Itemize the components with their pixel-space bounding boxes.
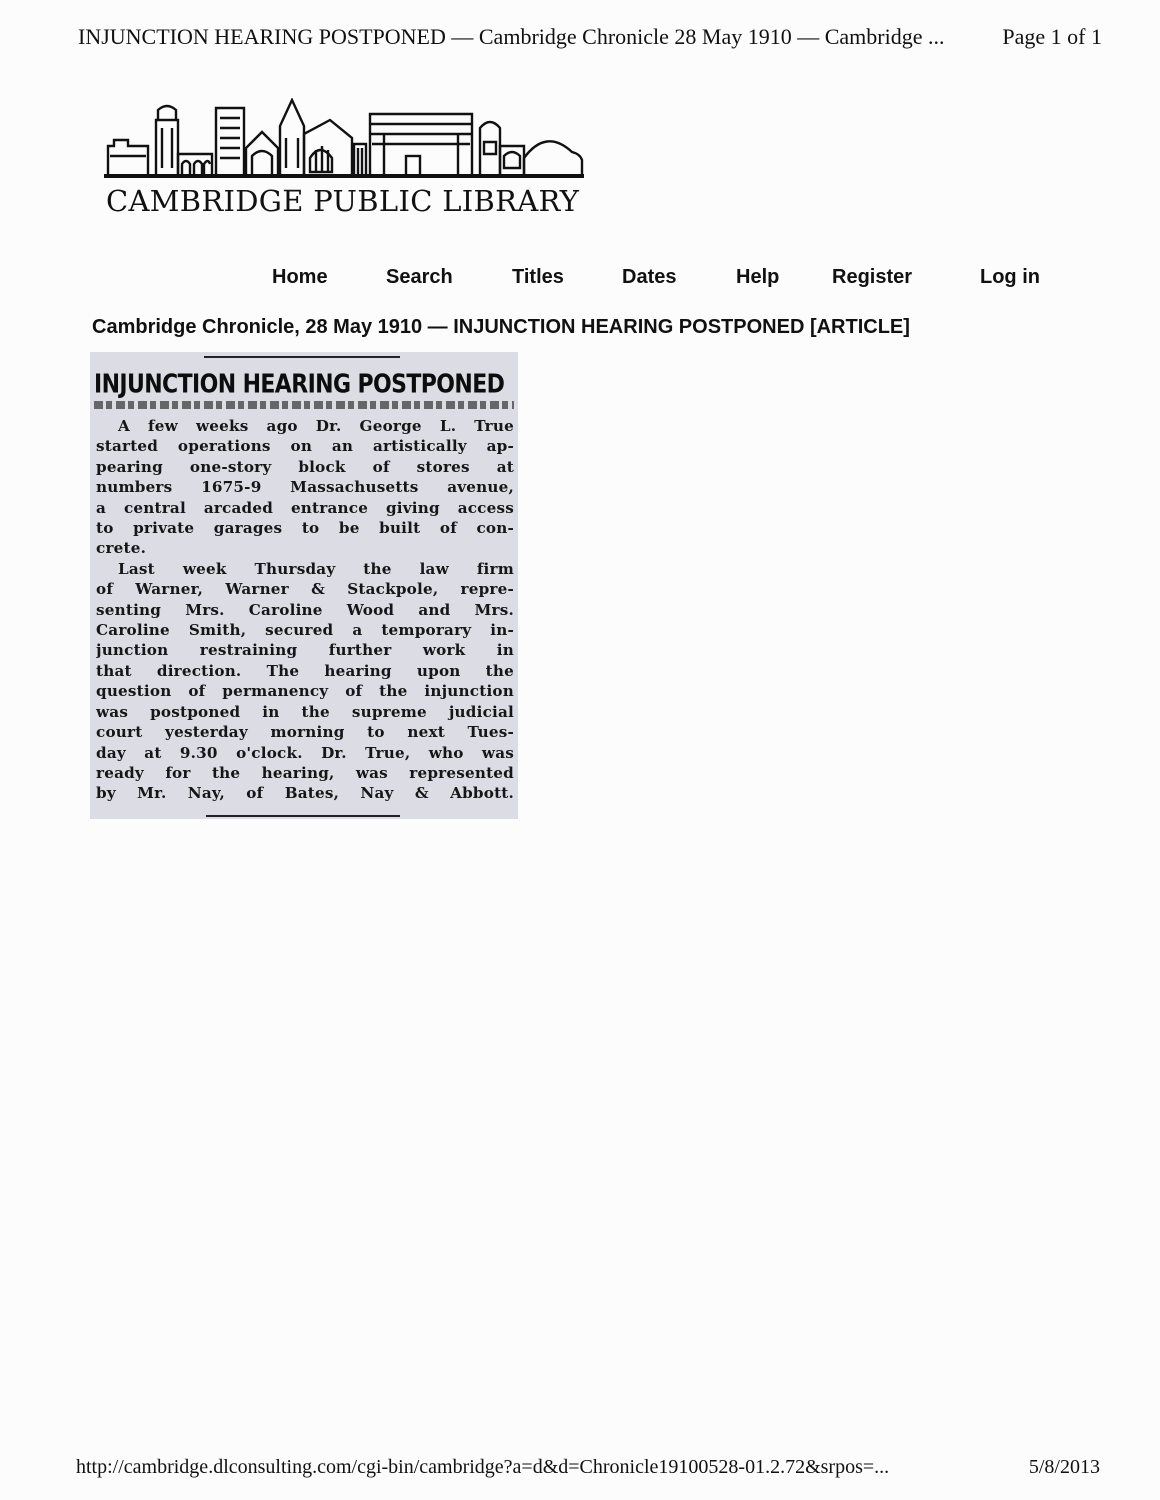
print-header-title: INJUNCTION HEARING POSTPONED — Cambridge Chronicle 28 May 1910 — Cambridge ... xyxy=(78,24,945,49)
article-line: day at 9.30 o'clock. Dr. True, who was xyxy=(96,743,514,762)
nav-help[interactable]: Help xyxy=(736,266,780,288)
headline-bleed-through xyxy=(94,401,514,409)
article-line: Last week Thursday the law firm xyxy=(118,559,514,578)
article-line: of Warner, Warner & Stackpole, repre- xyxy=(96,580,514,599)
article-line: question of permanency of the injunction xyxy=(96,682,514,701)
article-clipping[interactable] xyxy=(90,352,518,819)
article-line: numbers 1675-9 Massachusetts avenue, xyxy=(96,478,514,497)
print-footer xyxy=(76,1456,1100,1486)
article-line: junction restraining further work in xyxy=(96,641,514,660)
clipping-bottom-rule xyxy=(206,815,400,817)
article-line: was postponed in the supreme judicial xyxy=(96,702,514,721)
article-body xyxy=(96,416,514,804)
article-line: ready for the hearing, was represented xyxy=(96,763,514,782)
article-line: A few weeks ago Dr. George L. True xyxy=(118,417,514,435)
article-line: to private garages to be built of con- xyxy=(96,519,514,538)
library-name: CAMBRIDGE PUBLIC LIBRARY xyxy=(106,184,580,218)
article-headline: INJUNCTION HEARING POSTPONED xyxy=(94,370,505,400)
article-line: a central arcaded entrance giving access xyxy=(96,498,514,517)
article-line: by Mr. Nay, of Bates, Nay & Abbott. xyxy=(96,784,514,803)
article-line: court yesterday morning to next Tues- xyxy=(96,723,514,742)
nav-search[interactable]: Search xyxy=(386,266,453,288)
article-line: started operations on an artistically ap- xyxy=(96,437,514,456)
article-line: that direction. The hearing upon the xyxy=(96,661,514,680)
article-line: pearing one-story block of stores at xyxy=(96,457,514,476)
print-date: 5/8/2013 xyxy=(1028,1456,1100,1478)
nav-titles[interactable]: Titles xyxy=(512,266,564,288)
clipping-top-rule xyxy=(204,356,400,358)
page-title: Cambridge Chronicle, 28 May 1910 — INJUNCTION HEARING POSTPONED [ARTICLE] xyxy=(92,316,910,338)
nav-register[interactable]: Register xyxy=(832,266,913,288)
city-skyline-icon xyxy=(100,98,586,182)
nav-home[interactable]: Home xyxy=(272,266,328,288)
page-url: http://cambridge.dlconsulting.com/cgi-bin/cambridge?a=d&d=Chronicle19100528-01.2.72&srpos=... xyxy=(76,1456,890,1478)
article-line: Caroline Smith, secured a temporary in- xyxy=(96,621,514,640)
nav-dates[interactable]: Dates xyxy=(622,266,677,288)
page-indicator: Page 1 of 1 xyxy=(1002,24,1102,49)
library-logo[interactable] xyxy=(100,98,586,228)
print-header xyxy=(78,24,1102,54)
article-line: crete. xyxy=(96,539,147,558)
nav-login[interactable]: Log in xyxy=(980,266,1040,288)
article-line: senting Mrs. Caroline Wood and Mrs. xyxy=(96,600,514,619)
